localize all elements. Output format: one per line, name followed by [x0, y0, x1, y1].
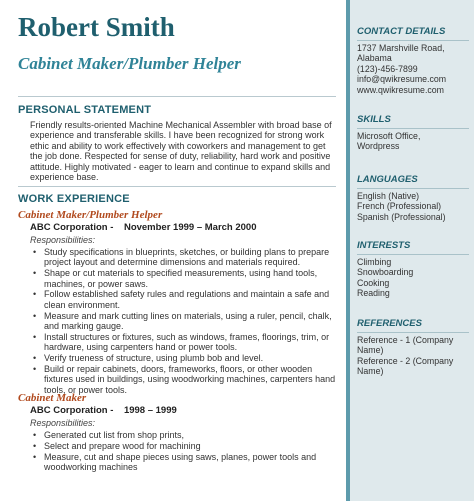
- list-item: • Select and prepare wood for machining: [30, 441, 336, 451]
- responsibilities-label-1: Responsibilities:: [30, 235, 96, 245]
- job-employer-2: [30, 405, 177, 416]
- skill-item: Microsoft Office,: [357, 131, 421, 141]
- divider: [18, 96, 336, 97]
- job-title-2: Cabinet Maker: [18, 392, 87, 404]
- job-bullets-2: [30, 430, 336, 473]
- list-item: • Measure and mark cutting lines on materials, using a ruler, pencil, chalk, and marking gauge.: [30, 311, 336, 332]
- job-company-2: ABC Corporation -: [30, 405, 114, 416]
- interest-item: Snowboarding: [357, 267, 414, 278]
- job-dates-2: 1998 – 1999: [123, 405, 177, 416]
- skill-item: Wordpress: [357, 141, 400, 152]
- list-item: • Measure, cut and shape pieces using saws, planes, power tools and woodworking machines: [30, 452, 336, 473]
- personal-statement-heading: PERSONAL STATEMENT: [18, 104, 152, 116]
- job-title-1: Cabinet Maker/Plumber Helper: [18, 209, 163, 221]
- reference-item: Reference - 2 (Company Name): [357, 355, 454, 377]
- contact-email[interactable]: info@qwikresume.com: [357, 74, 447, 85]
- contact-address-line-2: Alabama: [357, 53, 392, 64]
- languages-heading: LANGUAGES: [357, 174, 469, 189]
- work-experience-heading: WORK EXPERIENCE: [18, 193, 130, 205]
- candidate-title: Cabinet Maker/Plumber Helper: [18, 54, 241, 73]
- personal-statement-text: Friendly results-oriented Machine Mechanical Assembler with broad base of experience and transferable skills. I have been recognized for strong work ethic and ability to work effectively with coworkers and management to get the job done. Respected for sense of duty, reliability, hard work and positive attitude. Highly motivated - eager to learn and continue to expand skills and experience base.: [30, 120, 332, 183]
- candidate-name: Robert Smith: [18, 12, 175, 42]
- languages-list: [357, 191, 469, 222]
- contact-heading: CONTACT DETAILS: [357, 26, 469, 41]
- list-item: • Follow established safety rules and regulations and maintain a safe and clean environment.: [30, 289, 336, 310]
- sidebar-accent-stripe: [346, 0, 350, 501]
- list-item: • Study specifications in blueprints, sketches, or building plans to prepare project layout and determine dimensions and materials required.: [30, 247, 336, 268]
- contact-phone: (123)-456-7899: [357, 63, 418, 74]
- responsibilities-label-2: Responsibilities:: [30, 418, 96, 428]
- references-heading: REFERENCES: [357, 318, 469, 333]
- list-item: • Shape or cut materials to specified measurements, using hand tools, machines, or power saws.: [30, 268, 336, 289]
- job-employer-1: [30, 222, 257, 233]
- interest-item: Reading: [357, 288, 390, 299]
- interest-item: Cooking: [357, 277, 390, 288]
- job-company-1: ABC Corporation -: [30, 222, 114, 233]
- skills-heading: SKILLS: [357, 114, 469, 129]
- contact-address-line-1: 1737 Marshville Road,: [357, 43, 445, 53]
- list-item: • Verify trueness of structure, using plumb bob and level.: [30, 353, 336, 363]
- list-item: • Install structures or fixtures, such as windows, frames, floorings, trim, or hardware, using carpenters hand or power tools.: [30, 332, 336, 353]
- sidebar: [346, 0, 474, 501]
- contact-website[interactable]: www.qwikresume.com: [357, 84, 445, 95]
- language-item: Spanish (Professional): [357, 211, 446, 222]
- job-bullets-1: [30, 247, 336, 395]
- language-item: English (Native): [357, 191, 420, 201]
- interests-heading: INTERESTS: [357, 240, 469, 255]
- interests-list: [357, 257, 469, 299]
- reference-item: Reference - 1 (Company Name): [357, 335, 454, 356]
- list-item: • Generated cut list from shop prints,: [30, 430, 336, 440]
- language-item: French (Professional): [357, 201, 442, 212]
- interest-item: Climbing: [357, 257, 392, 267]
- skills-list: [357, 131, 469, 152]
- job-dates-1: November 1999 – March 2000: [123, 222, 257, 233]
- list-item: • Build or repair cabinets, doors, frameworks, floors, or other wooden fixtures used in buildings, using woodworking machines, carpenters hand tools, or power tools.: [30, 364, 336, 395]
- contact-details: [357, 43, 469, 95]
- references-list: [357, 335, 469, 377]
- divider: [18, 186, 336, 187]
